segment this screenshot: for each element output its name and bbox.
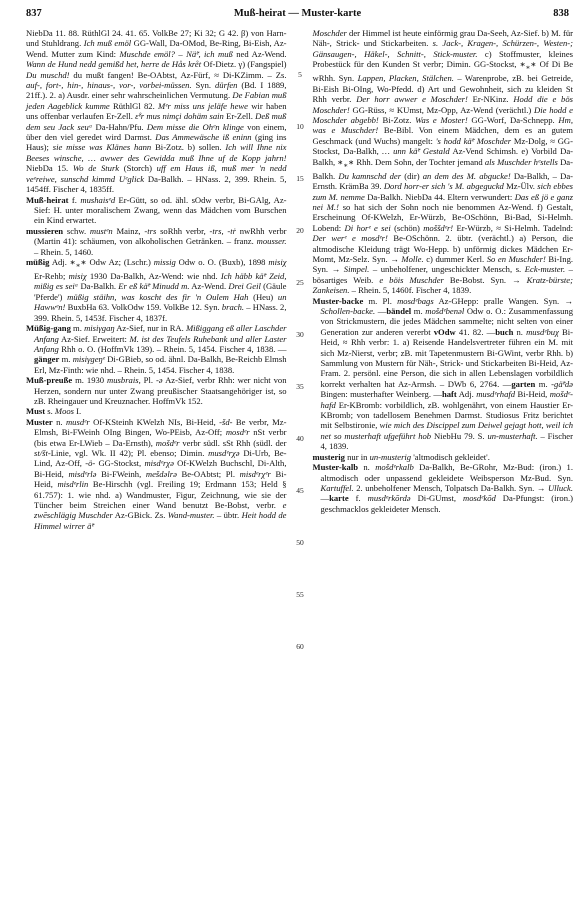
- dictionary-entry: Muster n. musdᵉr Of-KSteinh KWelzh NIs, Bi-Heid, -šd- Be verbr, Mz-Elmsh, Bi-FWeinh OIng Bingen, Wo-PEisb, Az-Off; mosdᵉr nSt verbr (bis etwa Er-LWieb – Da-Ernsth), mošdᵉr verbr südl. sSt Rhh (südl. der st/št-Linie, vgl. Wk. II 42); Pl. ebenso; Dimin. musdᵉrχə Di-Urb, Be-Lind, Az-Off, -ö- GG-Stockst, misdᵉrχə Of-KWelzh Buchschl, Di-Alth, Bi-Heid, misdᵉrlə Bi-FWeinh, mešdəlrə Be-OAbtst; Pl. misdᵉrχᵉr Bi-Heid, misdᵉrlin Be-Hirschh (vgl. Freiling 19; Erdmann 153; Held § 61.757): 1. wie nhd. a) Wandmuster, Figur, Zeichnung, wie sie der Tüncher beim Streichen einer Wand benutzt Be-Bobst, verbr. e zwēschlägig Muschder Az-GBick. Zs. Wand-muster. – übtr. Heit hodd de Himmel wirrer ä̃ᵉ: [26, 416, 287, 531]
- dictionary-entry: Müßig-gang m. misiγgaŋ Az-Sief, nur in RA. Mißiggang eß aller Laschder Anfang Az-Sief. Erweitert: M. ist des Teufels Ruhebank und aller Laster Anfang Rhh o. O. (HoffmVk 139). – Rhein. 5, 1454. Fischer 4, 1838. —gänger m. misiγgeŋᵉ Di-GBieb, so od. ähnl. Da-Balkh, Be-Reichb Elmsh Erl, Mz-Finth: wie nhd. – Rhein. 5, 1454. Fischer 4, 1838.: [26, 323, 287, 375]
- line-number: 15: [296, 173, 304, 183]
- right-page-number: 838: [553, 8, 569, 19]
- dictionary-entry: mussieren schw. mustᵉn Mainz, -trs soRhh verbr, -trs, -tṙ nwRhh verbr (Martin 41): schäumen, von alkoholischen Getränken. – franz. mousser. – Rhein. 5, 1460.: [26, 225, 287, 257]
- line-number: 35: [296, 381, 304, 391]
- line-number: 40: [296, 433, 304, 443]
- dictionary-entry: Muster-kalb n. mošdᵉrkalb Da-Balkh, Be-GRohr, Mz-Bud: (iron.) 1. altmodisch oder unpassend gekleidete Weibsperson Mz-Bud. Syn. Kartuffel. 2. unbeholfener Mensch, Tolpatsch Da-Balkh. Syn. → Ulluck. —karte f. musdᵉrkōrdə Di-GUmst, mosdᵉkōd Da-Pfungst: (iron.) geschmacklos gekleideter Mensch.: [312, 462, 573, 514]
- line-number: 30: [296, 329, 304, 339]
- line-number: 20: [296, 225, 304, 235]
- dictionary-entry: müßig Adj. $∗_∗∗$ Odw Az; (Lschr.) missig Odw o. O. (Buxb), 1898 misiχ Er-Rehb; misiχ 1930 Da-Balkh, Az-Wend: wie nhd. Ich häbb kä̃ᵉ Zeid, mißig es seiᵃ Da-Balkh. Er eß kä̃ᵉ Minudd m. Az-Wend. Drei Geil (Gäule 'Pferde') müßig stäihn, was koscht des fir 'n Oulem Hah (Heu) un Hawwᵉn! BuxbHa 63. VolkOdw 159. VolkBe 12. Syn. brach. – HNass. 2, 399. Rhein. 5, 1453f. Fischer 4, 1837f.: [26, 256, 287, 323]
- line-number: 50: [296, 537, 304, 547]
- running-head: Muß-heirat — Muster-karte: [233, 8, 362, 19]
- dictionary-entry: Must s. Moos I.: [26, 406, 82, 417]
- page-header: [26, 8, 573, 26]
- line-number: 5: [298, 69, 302, 79]
- text-columns: [26, 28, 574, 651]
- entry-continuation: NiebDa 11. 88. RüthlGl 24. 41. 65. VolkBe 27; Ki 32; G 42. β) von Harn- und Stuhldrang. Ich muß emöl GG-Wall, Da-OMod, Be-Ring, Bi-Eish, Az-Wend. Mutter zum Kind: Muschde emöl? – Nä̃ᵉ, ich muß ned Az-Wend. Wann de Hund nedd gemißd het, herre de Hås kre̊t Of-Dietz. γ) (Fangspiel) Du muschd! du mußt fangen! Be-OAbtst, Az-Fürf, ≈ Di-KZimm. – Zs. auf-, fort-, hin-, hinaus-, vor-, vorbei-müssen. Syn. dürfen (Bd. I 1889, 21ff.). 2. a) Ausdr. einer sehr wahrscheinlichen Vermutung. De Fabian muß jeden Aageblick kumme RüthlGl 82. Mᵉr miss uns jeläfe hewe wir haben uns offenbar verlaufen Er-Zell. ε̊ᵉr mus nimçi dohäm sain Er-Zell. Deß muß dem seu Jack seuᵃ Da-Hahn/Pfu. Dem misse die Ohᵉn klinge von einem, über den viel geredet wird Darmst. Das Ammewäsche iß eninn (ging ins Haus); sie misse was Klänes hann Bi-Zotz. b) sollen. Ich will Ihne nix Beeses winsche, … awwer des Gewidda muß Ihne uf de Kopp jahrn! NiebDa 15. Wo de Sturk (Storch) uff em Haus iß, muß mer 'n nedd veᵉreiwe, sunschd kimmd Uᵉglick Da-Balkh. – HNass. 2, 399. Rhein. 5, 1454ff. Fischer 4, 1835ff.: [26, 28, 287, 195]
- entry-continuation: Moschder der Himmel ist heute einförmig grau Da-Seeh, Az-Sief. b) M. für Näh-, Strick- und Stickarbeiten. s. Jack-, Kragen-, Schürzen-, Westen-; Gänsaugen-, Häkel-, Schnitt-, Stick-muster. c) Stoffmuster, kleines Probestück für den Kunden St verbr; Dimin. GG-Stockst, $∗_∗∗$ Of Di Be wRhh. Syn. Lappen, Placken, Stälchen. – Warenprobe, zB. bei Getreide, Bi-Eish Bi-OIng, Wo-Pfedd. d) Art und Gewohnheit, sich zu kleiden St Rhh verbr. Der horr awwer e Moschder! Er-NKinz. Hodd die e bös Moschder! GG-Rüss, ≈ KUmst, Mz-Opp, Az-Wend (verächtl.) Die hodd e Moschder abgebb! Bi-Zotz. Was e Moster! GG-Worf, Da-Schnepp. Hm, was e Muschder! Be-Bibl. Von einem Mädchen, dem es an gutem Geschmack (und Wuchs) mangelt: 's hodd kä̃ᵉ Moschder Mz-Dolg, ≈ GG-Stockst, Da-Balkh, … unn kä̃ᵉ Gestald Az-Vend Schimsh. e) Vorbild Da-Balkh, $∗_∗∗$ Rhh. Dem Sohn, der Tochter jemand als Muschder hᵉstells Da-Balkh. Du kamnschd der (dir) an dem des M. abgucke! Da-Balkh, – Da-Ernsth. KrämBa 39. Dord horr-er sich 's M. abgeguckd Mz-Ülv. sich ebbes zum M. nemme Da-Balkh. NiebDa 44. Eltern verwundert: Das eß jö e ganz nei M.! so hat sich der Sohn noch nie benommen Az-Wend. f) Gestalt, Erscheinung Of-KWelzh, Er-Würzb, Be-OSchönn, Bi-Bad, Si-Helmh. Lobend: Di horᵉ e sei (schön) moššdᵉr! Er-Würzb, ≈ Si-Helmh. Tadelnd: Der werᵉ e mosdᵉr! Be-OSchönn. 2. übtr. (verächtl.) a) Person, die altmodische Kleidung trägt Wo-Hepp. b) unförmig dickes Mädchen Er-Momt, Mz-Selz. Syn. → Molle. c) dummer Kerl. So en Muschder! Bi-Ing. Syn. → Simpel. – unbeholfener, ungeschickter Mensch, s. Eck-muster. – bösartiges Weib. e böis Muschder Be-Bobst. Syn. → Kratz-bürste; Zankeisen. – Rhein. 5, 1460f. Fischer 4, 1839.: [312, 28, 574, 296]
- line-number: 60: [296, 641, 304, 651]
- dictionary-entry: Muster-backe m. Pl. mosdᵉbags Az-GHepp: pralle Wangen. Syn. → Schollen-backe. —bändel m. mošdᵉbenəl Odw o. O.: Zusammenfassung von Strickmustern, die jedes Mädchen sammelte; nicht selten von einer Generation zur anderen vererbt vOdw 41. 82. —buch n. musdᵉbuχ Bi-Heid, ≈ Rhh verbr: 1. a) Reisende Handelsvertreter führen ein M. mit sich Mz-Nierst, verbr; zB. mit Tapetenmustern Bi-GWint, verbr Rhh. b) Sammlung von Mustern für Näh-, Strick- und Stickarbeiten Bi-Heid, Az-Fram. 2. persönl. eine Person, die sich in allen Lebenslagen vorbildlich korrekt verhalten hat Az-Armsh. – DWb 6, 2764. —garten m. -gä̃ᵉdə Bingen: musterhafter Weinberg. —haft Adj. musdᵉrhafd Bi-Heid, mošdᵉ-hafd Er-KBromb: vorbildlich, zB. wohlgenährt, von einem Haustier Er-KBromb; von tadellosem Benehmen Darmst. Studiosus Fritz berichtet mit Selbstironie, wie mich des Discippel zum Deiwel gejagt hott, weil ich net so musterhaft ufgeführt hob NiebHu 79. S. un-musterhaft. – Fischer 4, 1839.: [312, 295, 573, 452]
- dictionary-entry: musterig nur in un-musterig 'altmodisch gekleidet'.: [312, 451, 490, 462]
- left-column: [26, 28, 287, 531]
- line-number: 45: [296, 485, 304, 495]
- dictionary-entry: Muß-preuße m. 1930 musbrais, Pl. -ə Az-Sief, verbr Rhh: wer nicht von Herzen, sondern nur unter Zwang preußischer Staatsangehöriger ist, so zB. Rheingauer und Kreuznacher. HoffmVk 152.: [26, 375, 287, 406]
- dictionary-entry: Muß-heirat f. mushaisᵉd Er-Gütt, so od. ähl. sOdw verbr, Bi-GAlg, Az-Sief: H. unter moralischem Zwang, wenn das Mädchen vom Burschen ein Kind erwartet.: [26, 194, 287, 226]
- line-number: 25: [296, 277, 304, 287]
- left-page-number: 837: [26, 8, 42, 19]
- line-number: 10: [296, 121, 304, 131]
- right-column: [313, 28, 574, 531]
- line-number: 55: [296, 589, 304, 599]
